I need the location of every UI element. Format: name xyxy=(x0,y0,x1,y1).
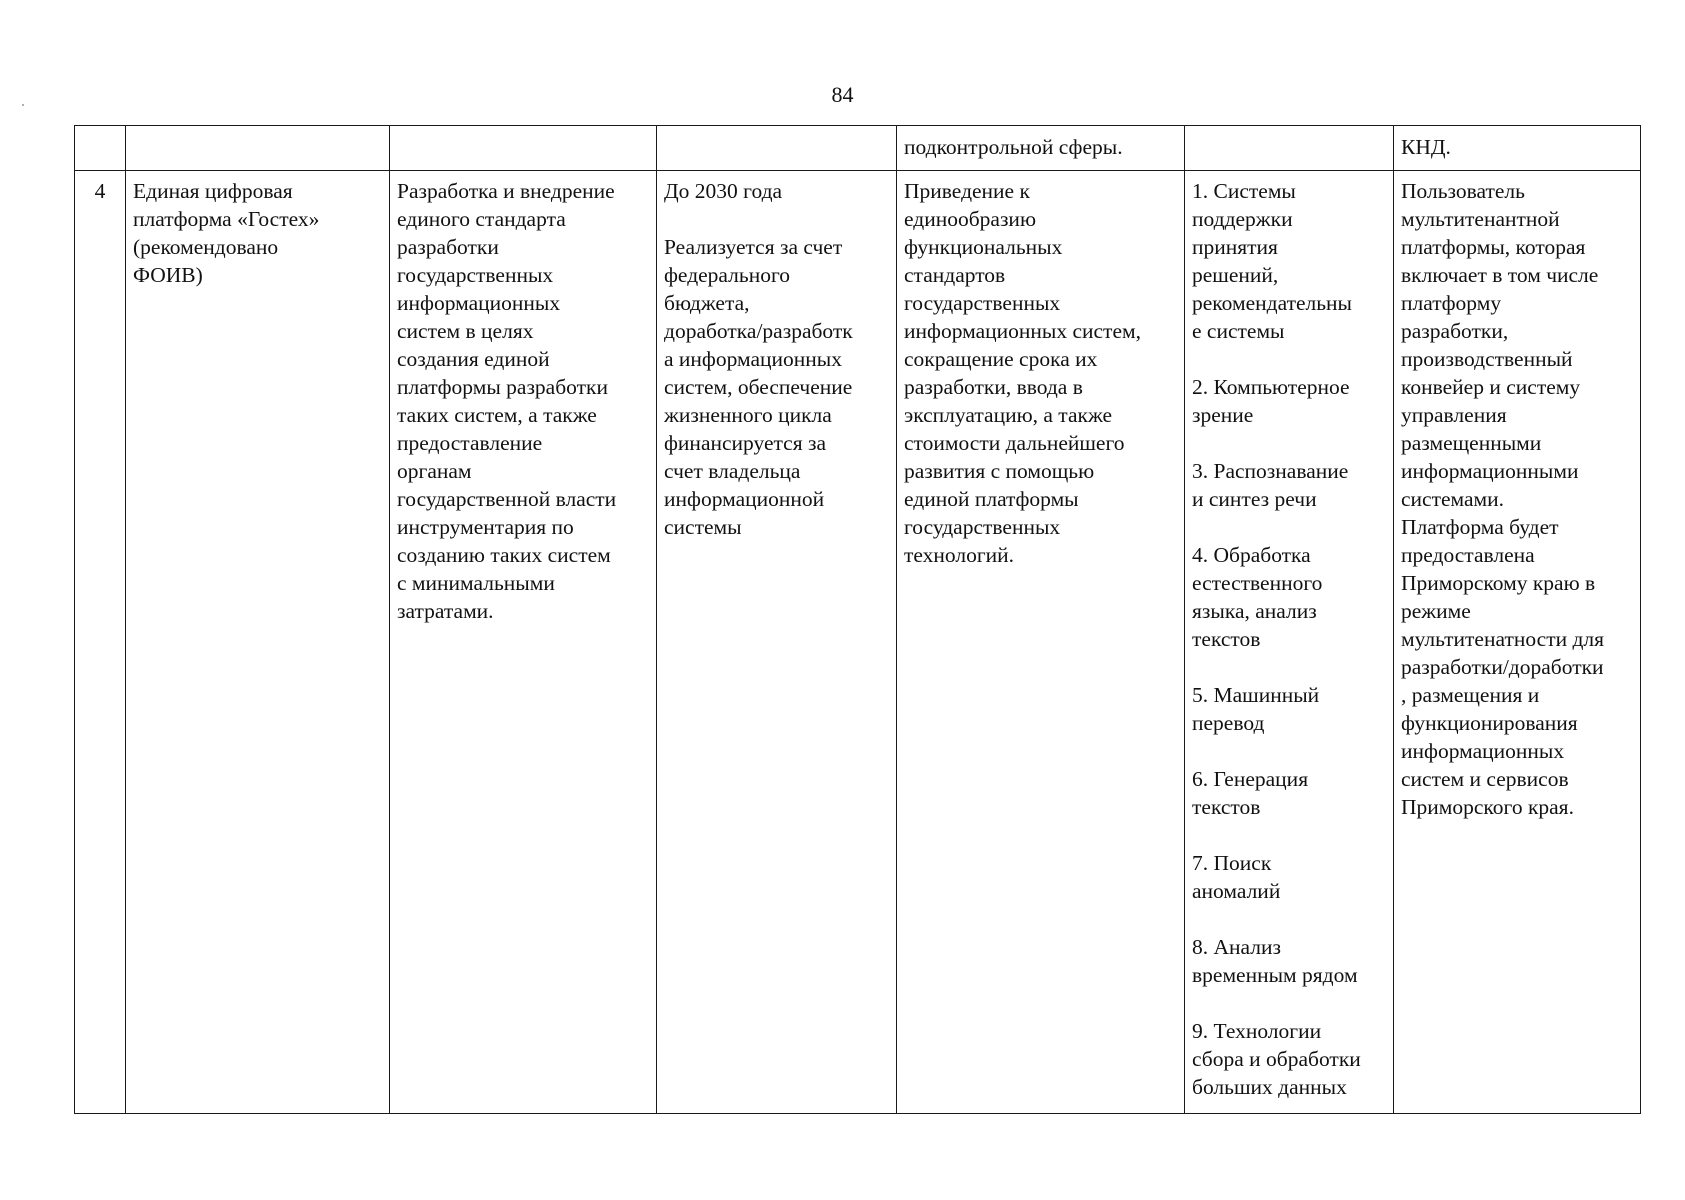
result-line: государственных xyxy=(904,515,1061,539)
technology-line: временным рядом xyxy=(1192,963,1358,987)
result-line: стандартов xyxy=(904,263,1006,287)
cont-cell-num xyxy=(75,126,126,171)
result-line: единой платформы xyxy=(904,487,1079,511)
technology-line: и синтез речи xyxy=(1192,487,1317,511)
technology-line: рекомендательны xyxy=(1192,291,1352,315)
notes-line: платформу xyxy=(1401,291,1502,315)
funding-line: бюджета, xyxy=(664,291,750,315)
notes-line: разработки/доработки xyxy=(1401,655,1604,679)
technology-line: 6. Генерация xyxy=(1192,767,1309,791)
result-line: функциональных xyxy=(904,235,1063,259)
technology-line: аномалий xyxy=(1192,879,1281,903)
technology-item xyxy=(1192,765,1387,821)
paragraph-gap xyxy=(664,205,890,233)
deadline-funding-cell xyxy=(657,171,897,1114)
funding-line: финансируется за xyxy=(664,431,827,455)
description-line: разработки xyxy=(397,235,499,259)
description-line: предоставление xyxy=(397,431,543,455)
technology-line: поддержки xyxy=(1192,207,1293,231)
description-line: органам xyxy=(397,459,472,483)
technology-line: принятия xyxy=(1192,235,1278,259)
notes-line: Платформа будет xyxy=(1401,515,1559,539)
funding-line: Реализуется за счет xyxy=(664,235,843,259)
technology-line: 5. Машинный xyxy=(1192,683,1320,707)
funding-line: а информационных xyxy=(664,347,843,371)
technology-item xyxy=(1192,457,1387,513)
page-number: 84 xyxy=(831,82,854,107)
description-line: платформы разработки xyxy=(397,375,608,399)
technology-line: перевод xyxy=(1192,711,1265,735)
result-line: стоимости дальнейшего xyxy=(904,431,1125,455)
funding-line: информационной xyxy=(664,487,825,511)
technology-line: 4. Обработка xyxy=(1192,543,1311,567)
technology-item xyxy=(1192,1017,1387,1101)
description-cell xyxy=(390,171,657,1114)
notes-line: предоставлена xyxy=(1401,543,1535,567)
description-line: государственной власти xyxy=(397,487,617,511)
expected-result-cell xyxy=(897,171,1185,1114)
description-line: Разработка и внедрение xyxy=(397,179,615,203)
technology-item xyxy=(1192,177,1387,345)
result-line: эксплуатацию, а также xyxy=(904,403,1113,427)
technology-line: 3. Распознавание xyxy=(1192,459,1349,483)
technology-item xyxy=(1192,849,1387,905)
technology-line: больших данных xyxy=(1192,1075,1347,1099)
technologies-cell xyxy=(1185,171,1394,1114)
result-line: сокращение срока их xyxy=(904,347,1098,371)
deadline-text: До 2030 года xyxy=(664,179,783,203)
technology-item xyxy=(1192,373,1387,429)
funding-line: систем, обеспечение xyxy=(664,375,853,399)
description-line: таких систем, а также xyxy=(397,403,597,427)
notes-line: мультитенантной xyxy=(1401,207,1560,231)
funding-line: жизненного цикла xyxy=(664,403,832,427)
technology-line: 8. Анализ xyxy=(1192,935,1281,959)
technology-line: 7. Поиск xyxy=(1192,851,1272,875)
notes-line: информационными xyxy=(1401,459,1579,483)
technology-line: сбора и обработки xyxy=(1192,1047,1361,1071)
result-line: государственных xyxy=(904,291,1061,315)
notes-line: Пользователь xyxy=(1401,179,1525,203)
technology-line: е системы xyxy=(1192,319,1285,343)
cont-cell-technologies xyxy=(1185,126,1394,171)
funding-line: доработка/разработк xyxy=(664,319,853,343)
table-row xyxy=(75,171,1641,1114)
result-line: единообразию xyxy=(904,207,1037,231)
document-table xyxy=(74,125,1641,1114)
result-line: разработки, ввода в xyxy=(904,375,1083,399)
technology-line: естественного xyxy=(1192,571,1323,595)
description-line: единого стандарта xyxy=(397,207,566,231)
notes-line: мультитенатности для xyxy=(1401,627,1605,651)
notes-line: режиме xyxy=(1401,599,1471,623)
result-line: Приведение к xyxy=(904,179,1030,203)
project-name-cell xyxy=(126,171,390,1114)
technology-item xyxy=(1192,541,1387,653)
technology-line: 9. Технологии xyxy=(1192,1019,1322,1043)
project-name-line: ФОИВ) xyxy=(133,263,203,287)
funding-line: счет владельца xyxy=(664,459,801,483)
notes-line: включает в том числе xyxy=(1401,263,1599,287)
description-line: создания единой xyxy=(397,347,550,371)
notes-line: Приморского края. xyxy=(1401,795,1574,819)
technology-line: 1. Системы xyxy=(1192,179,1296,203)
cont-cell-deadline xyxy=(657,126,897,171)
result-line: информационных систем, xyxy=(904,319,1141,343)
technology-item xyxy=(1192,681,1387,737)
notes-line: управления xyxy=(1401,403,1507,427)
notes-line: системами. xyxy=(1401,487,1505,511)
funding-line: системы xyxy=(664,515,742,539)
description-line: государственных xyxy=(397,263,554,287)
technology-line: 2. Компьютерное xyxy=(1192,375,1350,399)
table-row-continuation xyxy=(75,126,1641,171)
notes-line: платформы, которая xyxy=(1401,235,1586,259)
technology-line: текстов xyxy=(1192,795,1261,819)
technology-line: зрение xyxy=(1192,403,1254,427)
result-line: развития с помощью xyxy=(904,459,1095,483)
description-line: систем в целях xyxy=(397,319,534,343)
technology-line: текстов xyxy=(1192,627,1261,651)
technology-line: языка, анализ xyxy=(1192,599,1317,623)
cont-cell-description xyxy=(390,126,657,171)
cont-cell-name xyxy=(126,126,390,171)
description-line: с минимальными xyxy=(397,571,555,595)
project-name-line: платформа «Гостех» xyxy=(133,207,320,231)
notes-line: производственный xyxy=(1401,347,1573,371)
description-line: информационных xyxy=(397,291,561,315)
project-name-line: Единая цифровая xyxy=(133,179,293,203)
description-line: затратами. xyxy=(397,599,494,623)
cont-cell-notes: КНД. xyxy=(1394,126,1641,171)
notes-cell xyxy=(1394,171,1641,1114)
result-line: технологий. xyxy=(904,543,1015,567)
row-number: 4 xyxy=(75,171,126,1114)
notes-line: разработки, xyxy=(1401,319,1509,343)
notes-line: конвейер и систему xyxy=(1401,375,1581,399)
notes-line: , размещения и xyxy=(1401,683,1540,707)
technology-line: решений, xyxy=(1192,263,1279,287)
cont-cell-result: подконтрольной сферы. xyxy=(897,126,1185,171)
project-name-line: (рекомендовано xyxy=(133,235,279,259)
notes-line: функционирования xyxy=(1401,711,1578,735)
description-line: инструментария по xyxy=(397,515,574,539)
technology-item xyxy=(1192,933,1387,989)
notes-line: Приморскому краю в xyxy=(1401,571,1596,595)
notes-line: информационных xyxy=(1401,739,1565,763)
funding-line: федерального xyxy=(664,263,790,287)
notes-line: размещенными xyxy=(1401,431,1542,455)
notes-line: систем и сервисов xyxy=(1401,767,1569,791)
description-line: созданию таких систем xyxy=(397,543,611,567)
